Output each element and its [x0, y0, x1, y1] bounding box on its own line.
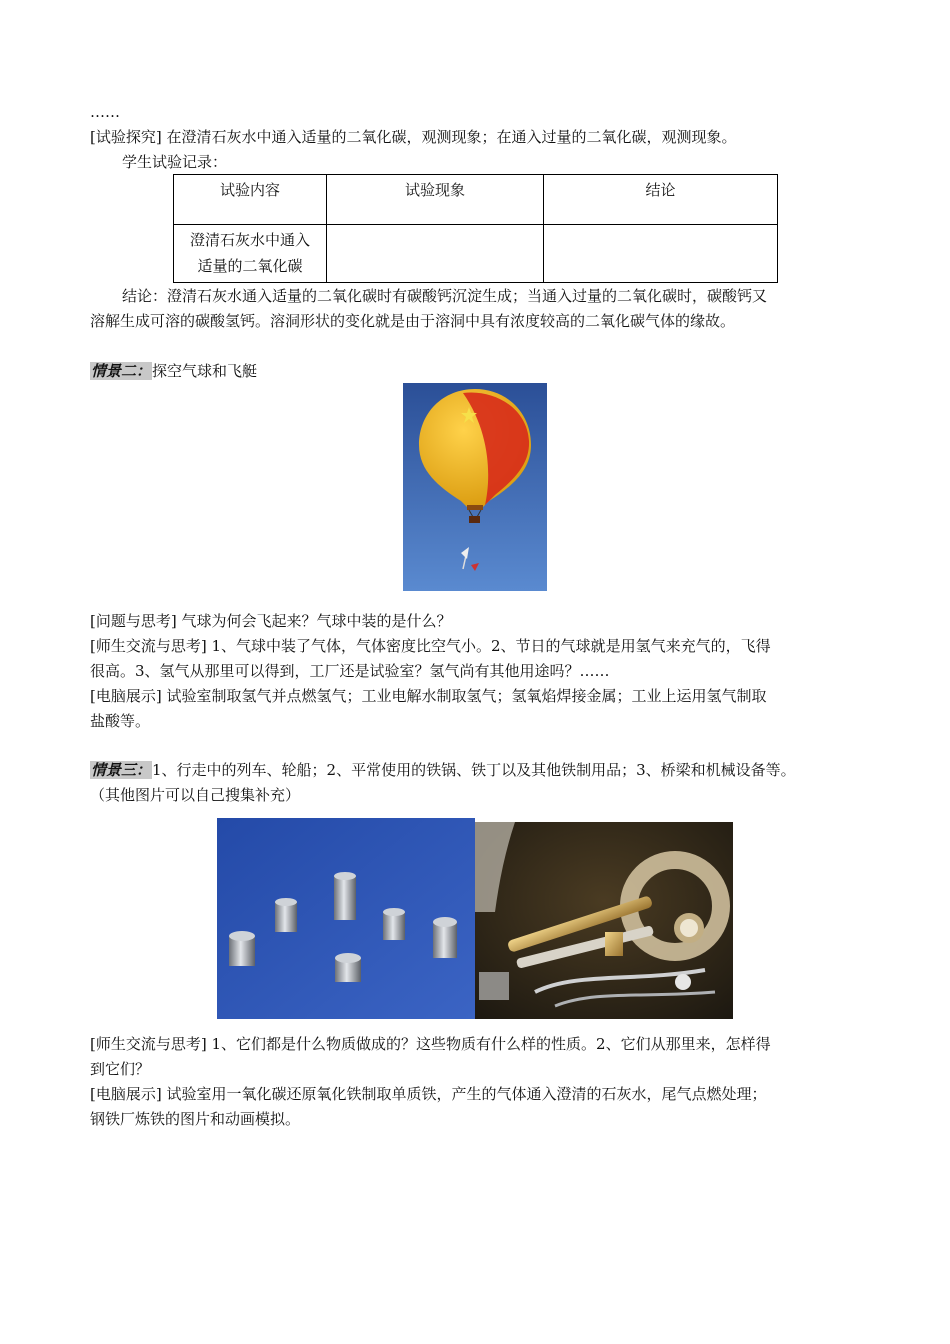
- header-conclusion: 结论: [544, 175, 778, 225]
- metal-parts-image: [475, 822, 733, 1019]
- scene2-label: 情景二：: [91, 362, 152, 380]
- metal-cylinders-image: [217, 818, 475, 1019]
- scene2-computer-line-2: 盐酸等。: [90, 712, 151, 730]
- scene3-computer-line-1: [电脑展示] 试验室用一氧化碳还原氧化铁制取单质铁，产生的气体通入澄清的石灰水，尾气点燃处理；: [90, 1085, 767, 1103]
- table-row: [174, 225, 778, 283]
- cell-conclusion: [544, 225, 778, 283]
- cell-content: 澄清石灰水中通入 适量的二氧化碳: [174, 225, 327, 283]
- scene3-text-line-1: [90, 758, 865, 783]
- scene3-discussion-line-2: 到它们？: [90, 1060, 151, 1078]
- conclusion-line-2: 溶解生成可溶的碳酸氢钙。溶洞形状的变化就是由于溶洞中具有浓度较高的二氧化碳气体的缘故。: [90, 312, 736, 330]
- scene2-question: [问题与思考] 气球为何会飞起来？气球中装的是什么？: [90, 612, 452, 630]
- scene2-discussion-line-1: [师生交流与思考] 1、气球中装了气体，气体密度比空气小。2、节日的气球就是用氢气来充气的，飞得: [90, 637, 771, 655]
- intro-ellipsis: ……: [90, 103, 120, 121]
- experiment-record-table: [173, 174, 778, 283]
- experiment-paragraph: [90, 125, 865, 150]
- scene2-heading: [90, 359, 865, 384]
- scene3-discussion-line-1: [师生交流与思考] 1、它们都是什么物质做成的？这些物质有什么样的性质。2、它们从那里来，怎样得: [90, 1035, 771, 1053]
- scene3-text: 1、行走中的列车、轮船；2、平常使用的铁锅、铁丁以及其他铁制用品；3、桥梁和机械设备等。: [152, 761, 796, 779]
- record-title: 学生试验记录：: [122, 153, 228, 171]
- experiment-tag: [试验探究]: [90, 128, 162, 146]
- scene2-computer-line-1: [电脑展示] 试验室制取氢气并点燃氢气；工业电解水制取氢气；氢氧焰焊接金属；工业上运用氢气制取: [90, 687, 767, 705]
- header-phenomenon: 试验现象: [327, 175, 544, 225]
- scene2-discussion-line-2: 很高。3、氢气从那里可以得到，工厂还是试验室？氢气尚有其他用途吗？……: [90, 662, 610, 680]
- scene2-title: 探空气球和飞艇: [152, 362, 258, 380]
- conclusion-line-1: 结论：澄清石灰水通入适量的二氧化碳时有碳酸钙沉淀生成；当通入过量的二氧化碳时，碳酸钙又: [122, 287, 768, 305]
- header-content: 试验内容: [174, 175, 327, 225]
- scene3-label: 情景三：: [91, 761, 152, 779]
- hot-air-balloon-image: [403, 383, 547, 591]
- cell-phenomenon: [327, 225, 544, 283]
- experiment-text: 在澄清石灰水中通入适量的二氧化碳，观测现象；在通入过量的二氧化碳，观测现象。: [166, 128, 737, 146]
- scene3-text-line-2: （其他图片可以自己搜集补充）: [90, 786, 301, 804]
- table-header-row: [174, 175, 778, 225]
- scene3-computer-line-2: 钢铁厂炼铁的图片和动画模拟。: [90, 1110, 301, 1128]
